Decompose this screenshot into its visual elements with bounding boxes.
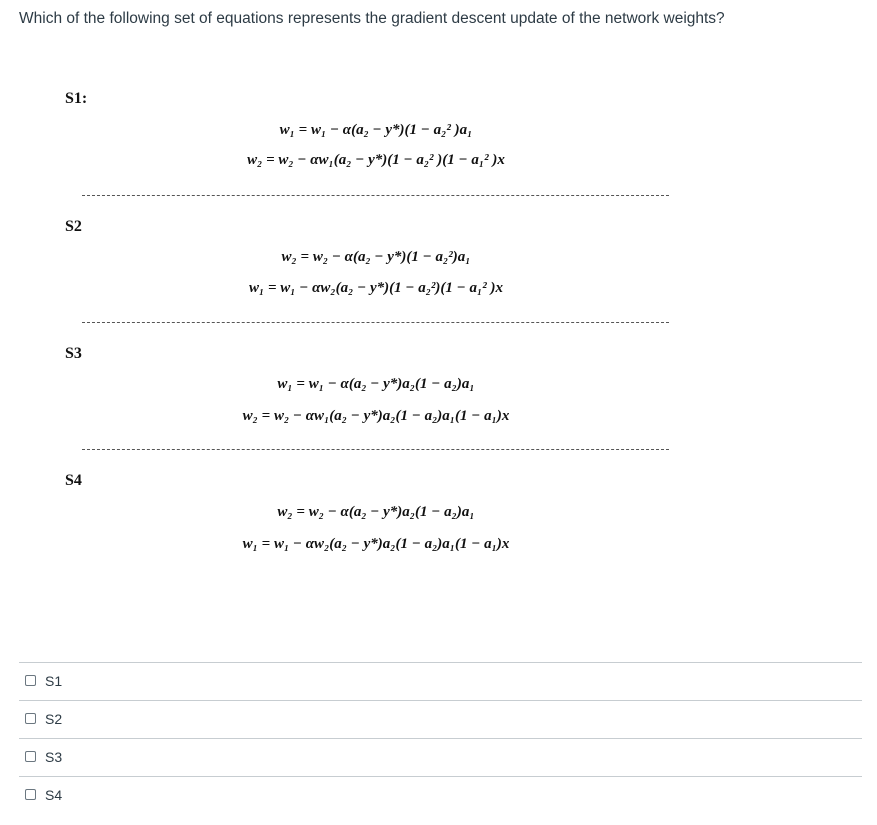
set-label-s4: S4 [65, 472, 82, 489]
equation-s3-line2: w₂ = w₂ − αw₁(a₂ − y*)a₂(1 − a₂)a₁(1 − a₁)x [242, 408, 510, 424]
separator-dashed-2 [82, 322, 669, 323]
set-label-s1: S1: [65, 90, 88, 107]
equation-s4-line2: w₁ = w₁ − αw₂(a₂ − y*)a₂(1 − a₂)a₁(1 − a₁)x [242, 536, 510, 552]
equation-s3-line1: w₁ = w₁ − α(a₂ − y*)a₂(1 − a₂)a₁ [277, 376, 475, 392]
checkbox[interactable] [25, 789, 36, 800]
set-label-s3: S3 [65, 345, 82, 362]
answer-option-s4[interactable] [19, 776, 862, 813]
answer-label[interactable]: S1 [45, 673, 63, 689]
checkbox[interactable] [25, 713, 36, 724]
set-label-s2: S2 [65, 218, 82, 235]
answer-label[interactable]: S3 [45, 749, 63, 765]
checkbox[interactable] [25, 751, 36, 762]
answer-options [19, 662, 862, 813]
equation-s1-line2: w₂ = w₂ − αw₁(a₂ − y*)(1 − a₂² )(1 − a₁² )x [247, 152, 505, 168]
separator-dashed-1 [82, 195, 669, 196]
question-text: Which of the following set of equations represents the gradient descent update of the network weights? [19, 10, 725, 27]
answer-option-s3[interactable] [19, 738, 862, 776]
answer-label[interactable]: S4 [45, 787, 63, 803]
equation-s2-line2: w₁ = w₁ − αw₂(a₂ − y*)(1 − a₂²)(1 − a₁² )x [249, 280, 503, 296]
equation-s2-line1: w₂ = w₂ − α(a₂ − y*)(1 − a₂²)a₁ [281, 249, 471, 265]
checkbox[interactable] [25, 675, 36, 686]
answer-label[interactable]: S2 [45, 711, 63, 727]
equation-s1-line1: w₁ = w₁ − α(a₂ − y*)(1 − a₂² )a₁ [279, 122, 473, 138]
equation-s4-line1: w₂ = w₂ − α(a₂ − y*)a₂(1 − a₂)a₁ [277, 504, 475, 520]
answer-option-s1[interactable] [19, 662, 862, 700]
separator-dashed-3 [82, 449, 669, 450]
answer-option-s2[interactable] [19, 700, 862, 738]
